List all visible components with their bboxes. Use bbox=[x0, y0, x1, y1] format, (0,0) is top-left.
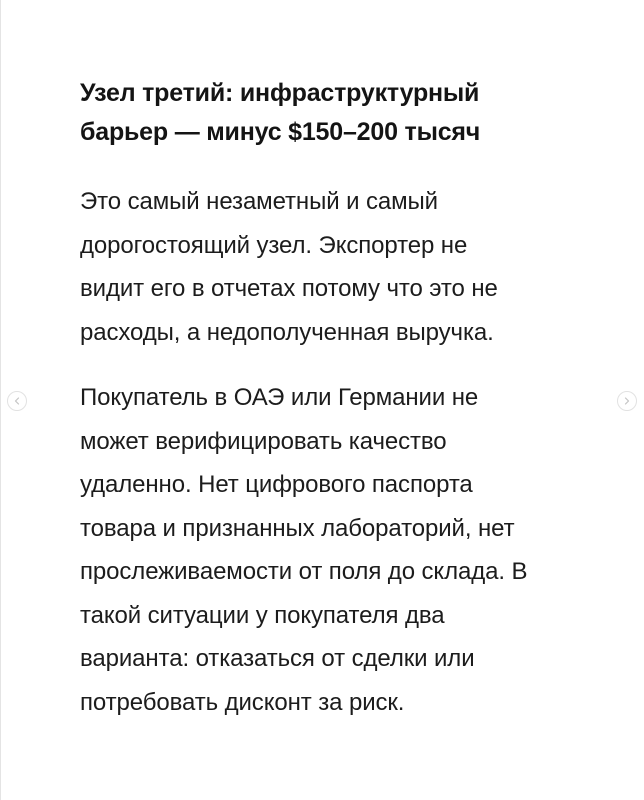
paragraph-line: Это самый незаметный и самый bbox=[80, 188, 438, 215]
paragraph-line: дорогостоящий узел. Экспортер не bbox=[80, 231, 468, 259]
heading-line: барьер — минус $150–200 тысяч bbox=[80, 118, 481, 146]
paragraph-line: потребовать дисконт за риск. bbox=[80, 688, 405, 716]
carousel-next-button[interactable] bbox=[617, 391, 637, 411]
paragraph-line: варианта: отказаться от сделки или bbox=[80, 645, 475, 672]
slide-content bbox=[80, 74, 600, 724]
paragraph-1 bbox=[80, 180, 600, 354]
heading-line: Узел третий: инфраструктурный bbox=[80, 79, 480, 107]
chevron-right-icon bbox=[623, 397, 631, 405]
paragraph-line: видит его в отчетах потому что это не bbox=[80, 275, 498, 302]
carousel-prev-button[interactable] bbox=[7, 391, 27, 411]
slide-heading bbox=[80, 74, 600, 152]
paragraph-line: Покупатель в ОАЭ или Германии не bbox=[80, 384, 479, 411]
paragraph-2 bbox=[80, 376, 600, 724]
paragraph-line: такой ситуации у покупателя два bbox=[80, 601, 445, 629]
paragraph-line: прослеживаемости от поля до склада. В bbox=[80, 558, 528, 585]
chevron-left-icon bbox=[13, 397, 21, 405]
paragraph-line: товара и признанных лабораторий, нет bbox=[80, 514, 515, 542]
paragraph-line: расходы, а недополученная выручка. bbox=[80, 318, 494, 346]
paragraph-line: может верифицировать качество bbox=[80, 427, 447, 455]
paragraph-line: удаленно. Нет цифрового паспорта bbox=[80, 471, 473, 498]
